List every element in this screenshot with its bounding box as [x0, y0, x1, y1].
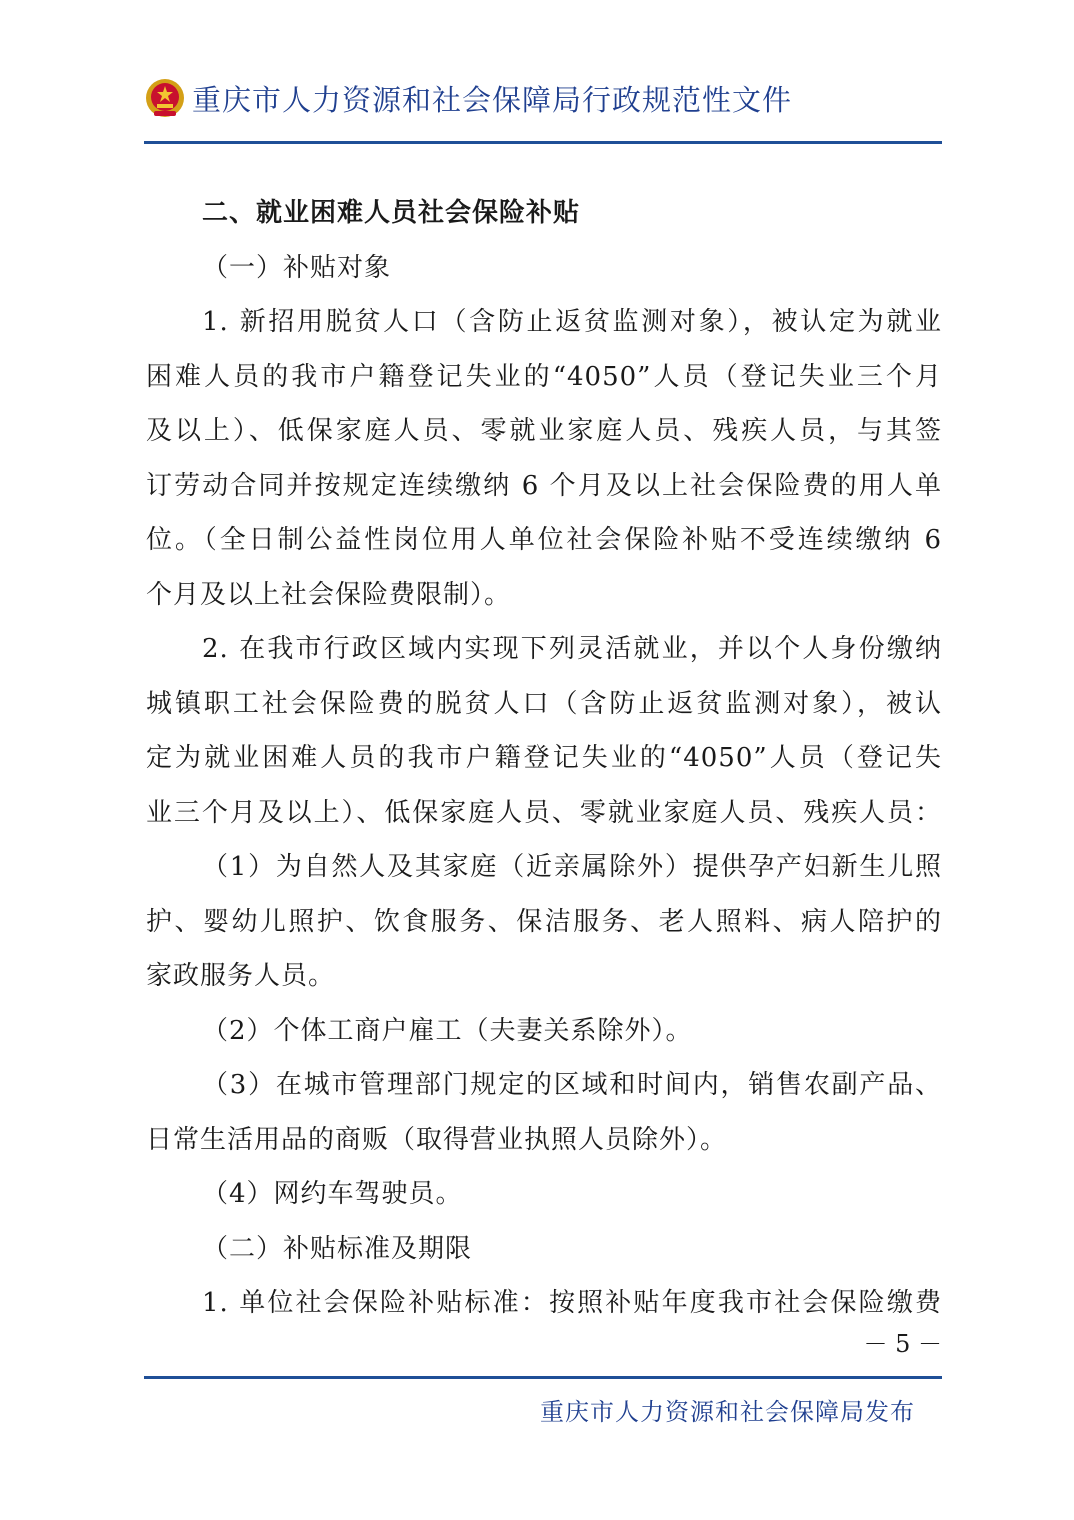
section-heading: 二、就业困难人员社会保险补贴: [202, 198, 581, 228]
paragraph-line: 位。（全日制公益性岗位用人单位社会保险补贴不受连续缴纳 6: [146, 525, 942, 555]
page-number: － 5 －: [863, 1330, 942, 1358]
paragraph-line: 1. 新招用脱贫人口（含防止返贫监测对象），被认定为就业: [202, 307, 942, 337]
paragraph-line: （2）个体工商户雇工（夫妻关系除外）。: [202, 1015, 693, 1046]
national-emblem-icon: [144, 78, 186, 120]
footer-divider: [144, 1376, 942, 1379]
paragraph-line: 城镇职工社会保险费的脱贫人口（含防止返贫监测对象），被认: [146, 688, 942, 719]
subsection-heading: （一）补贴对象: [202, 252, 392, 283]
paragraph-line: 2. 在我市行政区域内实现下列灵活就业，并以个人身份缴纳: [202, 634, 942, 664]
paragraph-line: 定为就业困难人员的我市户籍登记失业的“4050”人员（登记失: [146, 743, 942, 773]
paragraph-line: 护、婴幼儿照护、饮食服务、保洁服务、老人照料、病人陪护的: [146, 906, 942, 937]
footer-publisher: 重庆市人力资源和社会保障局发布: [540, 1398, 915, 1426]
document-body: [146, 186, 942, 1331]
paragraph-line: 业三个月及以上）、低保家庭人员、零就业家庭人员、残疾人员：: [146, 797, 942, 828]
paragraph-line: （4）网约车驾驶员。: [202, 1179, 463, 1209]
paragraph-line: 1. 单位社会保险补贴标准：按照补贴年度我市社会保险缴费: [202, 1288, 942, 1318]
paragraph-line: 日常生活用品的商贩（取得营业执照人员除外）。: [146, 1124, 728, 1155]
paragraph-line: （1）为自然人及其家庭（近亲属除外）提供孕产妇新生儿照: [202, 852, 942, 882]
paragraph-line: 困难人员的我市户籍登记失业的“4050”人员（登记失业三个月: [146, 361, 942, 392]
subsection-heading: （二）补贴标准及期限: [202, 1233, 473, 1264]
header-title: 重庆市人力资源和社会保障局行政规范性文件: [192, 83, 793, 117]
paragraph-line: 家政服务人员。: [146, 961, 336, 991]
header-divider: [144, 141, 942, 144]
paragraph-line: 个月及以上社会保险费限制）。: [146, 579, 512, 610]
paragraph-line: （3）在城市管理部门规定的区域和时间内，销售农副产品、: [202, 1070, 942, 1100]
paragraph-line: 订劳动合同并按规定连续缴纳 6 个月及以上社会保险费的用人单: [146, 470, 942, 501]
paragraph-line: 及以上）、低保家庭人员、零就业家庭人员、残疾人员，与其签: [146, 416, 942, 446]
